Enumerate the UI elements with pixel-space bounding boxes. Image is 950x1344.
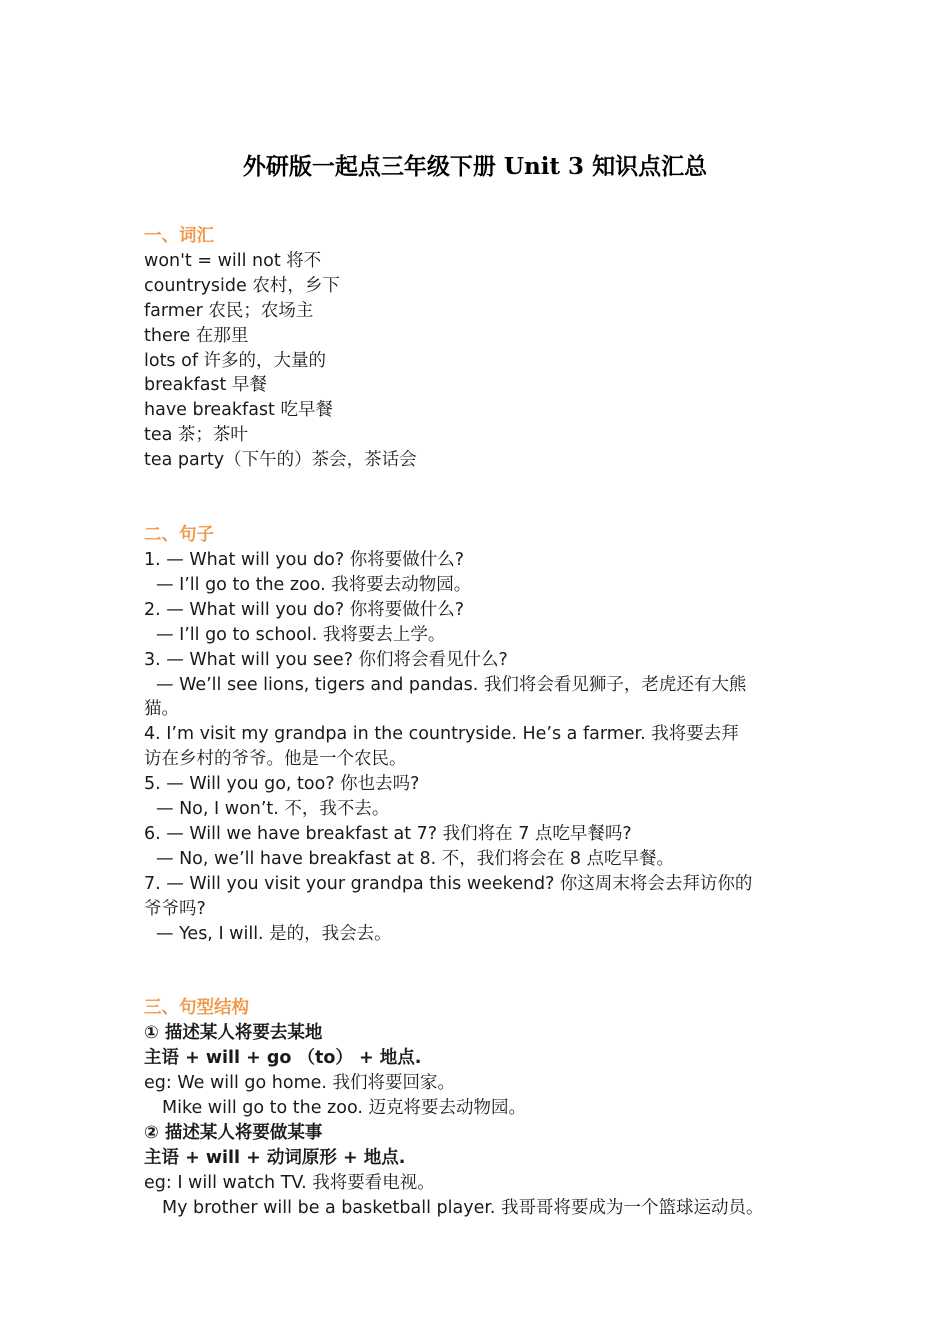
- section-heading-sentences: 二、句子: [144, 525, 214, 546]
- sentence-answer: — We’ll see lions, tigers and pandas. 我们将会看见狮子，老虎还有大熊: [156, 674, 747, 695]
- vocab-item: lots of 许多的，大量的: [144, 350, 327, 371]
- vocab-item: won't = will not 将不: [144, 250, 322, 271]
- vocab-item: farmer 农民；农场主: [144, 300, 314, 321]
- vocab-item: breakfast 早餐: [144, 375, 267, 396]
- section-heading-vocabulary: 一、词汇: [144, 226, 214, 246]
- sentence-question: 7. — Will you visit your grandpa this weekend? 你这周末将会去拜访你的: [144, 873, 753, 894]
- vocab-item: countryside 农村，乡下: [144, 275, 340, 296]
- vocab-item: tea 茶；茶叶: [144, 425, 248, 446]
- vocab-item: there 在那里: [144, 325, 249, 346]
- sentence-answer: — No, we’ll have breakfast at 8. 不，我们将会在 8 点吃早餐。: [156, 848, 675, 869]
- vocab-item: tea party（下午的）茶会，茶话会: [144, 450, 417, 471]
- sentence-question-continued: 爷爷吗?: [144, 898, 206, 919]
- sentence-question: 6. — Will we have breakfast at 7? 我们将在 7 点吃早餐吗?: [144, 823, 632, 844]
- sentence-answer: — No, I won’t. 不，我不去。: [156, 799, 390, 820]
- pattern-example: eg: I will watch TV. 我将要看电视。: [144, 1172, 435, 1193]
- sentence-question: 1. — What will you do? 你将要做什么?: [144, 549, 464, 570]
- pattern-formula: 主语 + will + go （to） + 地点.: [144, 1048, 422, 1069]
- sentence-answer: — Yes, I will. 是的，我会去。: [156, 923, 392, 944]
- vocab-item: have breakfast 吃早餐: [144, 400, 333, 421]
- pattern-list: [144, 1021, 812, 1220]
- sentence-question: 2. — What will you do? 你将要做什么?: [144, 599, 464, 620]
- spacer: [144, 473, 812, 523]
- pattern-example: eg: We will go home. 我们将要回家。: [144, 1073, 456, 1094]
- page-title: 外研版一起点三年级下册 Unit 3 知识点汇总: [242, 153, 708, 180]
- pattern-example: My brother will be a basketball player. 我哥哥将要成为一个篮球运动员。: [162, 1197, 764, 1218]
- pattern-title: ① 描述某人将要去某地: [144, 1023, 323, 1044]
- sentence-answer-continued: 猫。: [144, 699, 179, 720]
- section-heading-patterns: 三、句型结构: [144, 998, 249, 1019]
- pattern-example: Mike will go to the zoo. 迈克将要去动物园。: [162, 1098, 526, 1119]
- pattern-title: ② 描述某人将要做某事: [144, 1123, 323, 1143]
- vocabulary-list: [144, 249, 812, 473]
- sentence-answer: — I’ll go to the zoo. 我将要去动物园。: [156, 574, 472, 595]
- sentence-question: 5. — Will you go, too? 你也去吗?: [144, 774, 420, 795]
- document-body: [144, 224, 812, 1221]
- sentence-answer: — I’ll go to school. 我将要去上学。: [156, 624, 446, 645]
- sentence-list: [144, 548, 812, 947]
- sentence-statement: 4. I’m visit my grandpa in the countryside. He’s a farmer. 我将要去拜: [144, 724, 739, 745]
- pattern-formula: 主语 + will + 动词原形 + 地点.: [144, 1147, 406, 1168]
- sentence-statement-continued: 访在乡村的爷爷。他是一个农民。: [144, 749, 407, 770]
- sentence-question: 3. — What will you see? 你们将会看见什么?: [144, 649, 508, 670]
- spacer: [144, 946, 812, 996]
